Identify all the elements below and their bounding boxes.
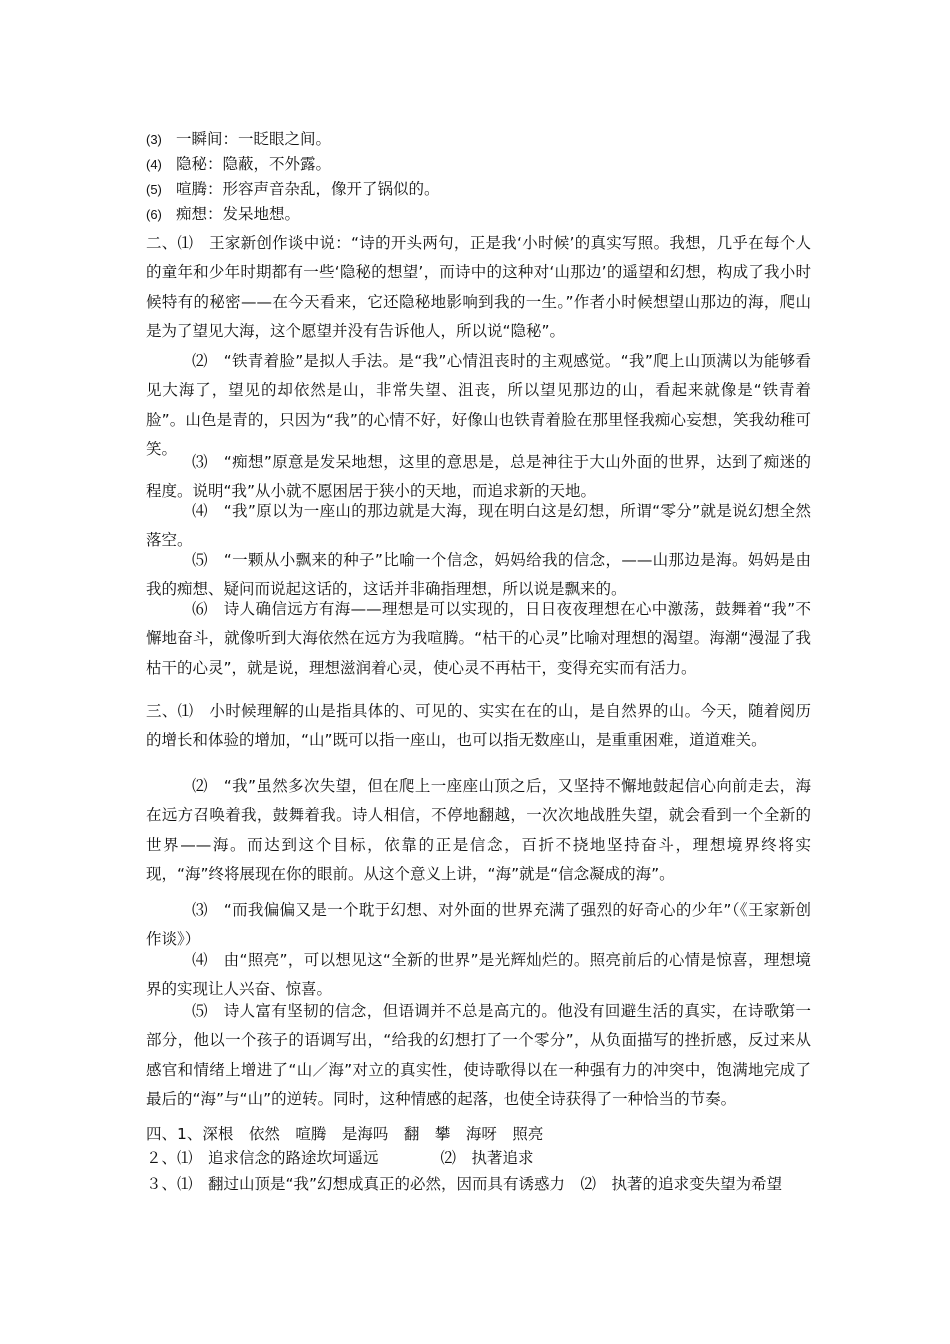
section2-para4: ⑷ “我”原以为一座山的那边就是大海，现在明白这是幻想，所谓“零分”就是说幻想全然落空。 — [146, 502, 811, 550]
section2-para5: ⑸ “一颗从小飘来的种子”比喻一个信念，妈妈给我的信念，——山那边是海。妈妈是由我的痴想、疑问而说起这话的，这话并非确指理想，所以说是飘来的。 — [146, 551, 811, 599]
item-number: (6) — [146, 207, 162, 222]
item-number: (3) — [146, 132, 162, 147]
section4-line1: 四、1、深根 依然 喧腾 是海吗 翻 攀 海呀 照亮 — [146, 1125, 544, 1143]
definition-item — [146, 129, 331, 150]
definition-item — [146, 179, 440, 200]
section2-para2: ⑵ “铁青着脸”是拟人手法。是“我”心情沮丧时的主观感觉。“我”爬上山顶满以为能够看见大海了，望见的却依然是山，非常失望、沮丧，所以望见那边的山，看起来就像是“铁青着脸”。山色是青的，只因为“我”的心情不好，好像山也铁青着脸在那里怪我痴心妄想，笑我幼稚可笑。 — [146, 352, 811, 458]
section3-para2: ⑵ “我”虽然多次失望，但在爬上一座座山顶之后，又坚持不懈地鼓起信心向前走去，海在远方召唤着我，鼓舞着我。诗人相信，不停地翻越，一次次地战胜失望，就会看到一个全新的世界——海。而达到这个目标，依靠的正是信念，百折不挠地坚持奋斗，理想境界终将实现，“海”终将展现在你的眼前。从这个意义上讲，“海”就是“信念凝成的海”。 — [146, 777, 811, 883]
item-number: (5) — [146, 182, 162, 197]
section3-para3: ⑶ “而我偏偏又是一个耽于幻想、对外面的世界充满了强烈的好奇心的少年”（《王家新创作谈》） — [146, 901, 811, 949]
item-text: 喧腾：形容声音杂乱，像开了锅似的。 — [176, 180, 440, 198]
section2-para1: 二、⑴ 王家新创作谈中说：“诗的开头两句，正是我‘小时候’的真实写照。我想，几乎在每个人的童年和少年时期都有一些‘隐秘的想望’，而诗中的这种对‘山那边’的遥望和幻想，构成了我小时候特有的秘密——在今天看来，它还隐秘地影响到我的一生。”作者小时候想望山那边的海，爬山是为了望见大海，这个愿望并没有告诉他人，所以说“隐秘”。 — [146, 234, 811, 340]
item-text: 隐秘：隐蔽，不外露。 — [176, 155, 332, 173]
definition-item — [146, 154, 331, 175]
section3-para1: 三、⑴ 小时候理解的山是指具体的、可见的、实实在在的山，是自然界的山。今天，随着阅历的增长和体验的增加，“山”既可以指一座山，也可以指无数座山，是重重困难，道道难关。 — [146, 702, 811, 750]
section4-line3: ３、⑴ 翻过山顶是“我”幻想成真正的必然，因而具有诱惑力 ⑵ 执著的追求变失望为希望 — [146, 1175, 783, 1193]
item-text: 痴想：发呆地想。 — [176, 205, 301, 223]
item-number: (4) — [146, 157, 162, 172]
definition-item — [146, 204, 300, 225]
section2-para6: ⑹ 诗人确信远方有海——理想是可以实现的，日日夜夜理想在心中激荡，鼓舞着“我”不懈地奋斗，就像听到大海依然在远方为我喧腾。“枯干的心灵”比喻对理想的渴望。海潮“漫湿了我枯干的心灵”，就是说，理想滋润着心灵，使心灵不再枯干，变得充实而有活力。 — [146, 600, 811, 677]
item-text: 一瞬间：一眨眼之间。 — [176, 130, 332, 148]
section2-para3: ⑶ “痴想”原意是发呆地想，这里的意思是，总是神往于大山外面的世界，达到了痴迷的程度。说明“我”从小就不愿困居于狭小的天地，而追求新的天地。 — [146, 453, 811, 501]
section3-para5: ⑸ 诗人富有坚韧的信念，但语调并不总是高亢的。他没有回避生活的真实，在诗歌第一部分，他以一个孩子的语调写出，“给我的幻想打了一个零分”，从负面描写的挫折感，反过来从感官和情绪上增进了“山／海”对立的真实性，使诗歌得以在一种强有力的冲突中，饱满地完成了最后的“海”与“山”的逆转。同时，这种情感的起落，也使全诗获得了一种恰当的节奏。 — [146, 1002, 811, 1108]
section3-para4: ⑷ 由“照亮”，可以想见这“全新的世界”是光辉灿烂的。照亮前后的心情是惊喜，理想境界的实现让人兴奋、惊喜。 — [146, 951, 811, 999]
section4-line2: ２、⑴ 追求信念的路途坎坷遥远 ⑵ 执著追求 — [146, 1149, 534, 1167]
